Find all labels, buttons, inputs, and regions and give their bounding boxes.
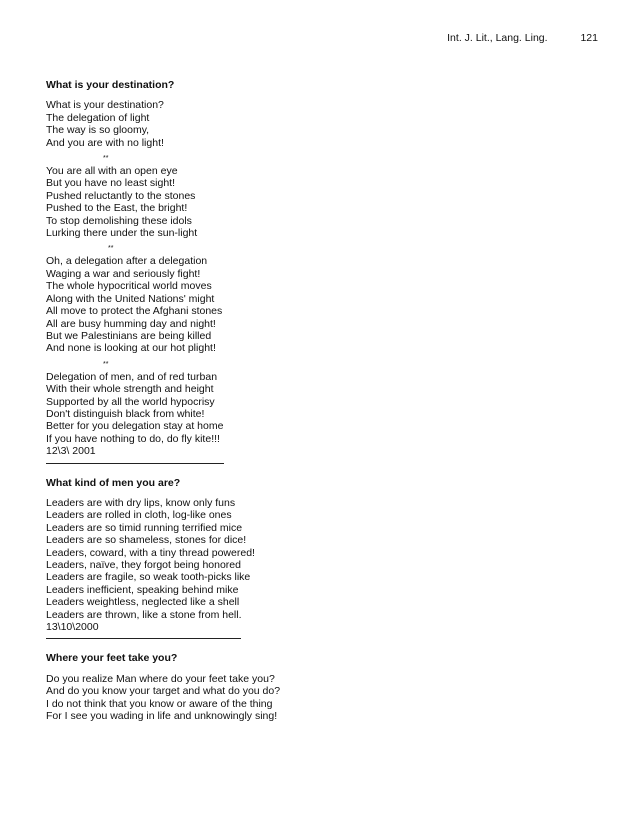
poem-line: To stop demolishing these idols [46, 214, 192, 227]
stanza [46, 673, 596, 723]
poem-date: 13\10\2000 [46, 621, 99, 634]
running-header [447, 32, 598, 44]
poem-line: For I see you wading in life and unknowingly sing! [46, 710, 278, 723]
poem-line: Leaders are fragile, so weak tooth-picks like [46, 571, 251, 584]
stanza [46, 497, 596, 633]
poem-line: Leaders inefficient, speaking behind mike [46, 583, 239, 596]
poem-line: But you have no least sight! [46, 177, 175, 190]
poem-line: You are all with an open eye [46, 165, 178, 178]
poem-line: The way is so gloomy, [46, 124, 150, 137]
poem-line: All move to protect the Afghani stones [46, 305, 223, 318]
stanza-separator: ** [103, 155, 109, 163]
stanza-separator: ** [108, 245, 114, 253]
poem-line: Don't distinguish black from white! [46, 407, 205, 420]
poem-line: And none is looking at our hot plight! [46, 342, 216, 355]
poem-line: Leaders are rolled in cloth, log-like ones [46, 509, 232, 522]
poem-line: The delegation of light [46, 111, 150, 124]
poem-title: What kind of men you are? [46, 476, 181, 489]
poem-date: 12\3\ 2001 [46, 445, 96, 458]
poem-line: And do you know your target and what do you do? [46, 685, 281, 698]
poem-line: But we Palestinians are being killed [46, 329, 212, 342]
poem-line: Leaders are so shameless, stones for dice! [46, 534, 247, 547]
stanza [46, 255, 596, 354]
poem-line: Along with the United Nations' might [46, 292, 215, 305]
stanza [46, 371, 596, 458]
poem-line: Leaders weightless, neglected like a shell [46, 596, 240, 609]
poem-line: Leaders are with dry lips, know only funs [46, 496, 236, 509]
poem-line: Pushed reluctantly to the stones [46, 189, 196, 202]
poem-title: What is your destination? [46, 79, 175, 91]
poem-line: What is your destination? [46, 99, 164, 112]
poem-line: Leaders are so timid running terrified mice [46, 521, 243, 534]
journal-name: Int. J. Lit., Lang. Ling. [447, 32, 548, 44]
poem-line: And you are with no light! [46, 136, 164, 149]
poem-line: With their whole strength and height [46, 383, 214, 396]
poem-line: Waging a war and seriously fight! [46, 267, 201, 280]
poem-line: All are busy humming day and night! [46, 317, 216, 330]
poem-line: The whole hypocritical world moves [46, 280, 212, 293]
stanza [46, 99, 596, 149]
poem-line: If you have nothing to do, do fly kite!!! [46, 432, 220, 445]
horizontal-rule [46, 638, 241, 639]
poem-line: Delegation of men, and of red turban [46, 370, 218, 383]
horizontal-rule [46, 463, 224, 464]
poem-line: Pushed to the East, the bright! [46, 202, 188, 215]
poem-title: Where your feet take you? [46, 652, 178, 665]
poem-line: Leaders, coward, with a tiny thread powered! [46, 546, 255, 559]
poem-line: Leaders, naïve, they forgot being honored [46, 559, 241, 571]
stanza-separator: ** [103, 360, 109, 368]
poem-where-your-feet [46, 652, 596, 722]
poem-line: Oh, a delegation after a delegation [46, 255, 208, 268]
page-number: 121 [580, 32, 598, 44]
poem-line: Leaders are thrown, like a stone from hell. [46, 608, 242, 621]
poem-line: Supported by all the world hypocrisy [46, 395, 215, 408]
poem-line: I do not think that you know or aware of the thing [46, 697, 273, 710]
stanza [46, 165, 596, 239]
poems-body [46, 79, 596, 722]
poem-destination [46, 79, 596, 464]
poem-line: Do you realize Man where do your feet take you? [46, 672, 275, 685]
poem-what-kind-of-men [46, 477, 596, 640]
poem-line: Better for you delegation stay at home [46, 420, 224, 433]
poem-line: Lurking there under the sun-light [46, 227, 198, 240]
